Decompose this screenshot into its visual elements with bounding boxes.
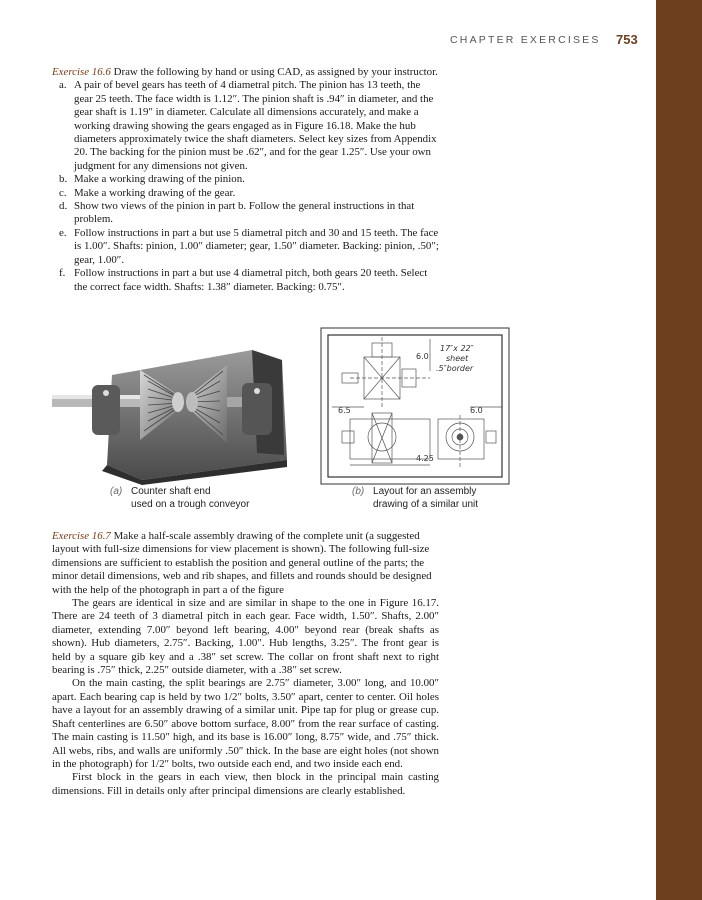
- dim-right: 6.0: [470, 406, 483, 415]
- exercise-16-6-intro: [52, 66, 439, 79]
- list-item: [52, 200, 439, 227]
- part-letter: c.: [59, 186, 67, 199]
- dim-top: 6.0: [416, 352, 429, 361]
- figure-a-caption-line2: used on a trough conveyor: [131, 498, 250, 510]
- part-letter: b.: [59, 173, 68, 186]
- exercise-16-7: [52, 530, 439, 798]
- sheet-note-1: 17″x 22″: [440, 344, 474, 353]
- running-head: CHAPTER EXERCISES: [450, 34, 601, 46]
- paragraph-text: Make a half-scale assembly drawing of the complete unit (a suggested layout with full-size dimensions for view placement is shown). The following full-size dimensions are sufficient to establish the position and general outline of the parts; the minor detail dimensions, web and rib shapes, and fillets and rounds should be designed with the help of the photograph in part a of the figure: [52, 530, 432, 596]
- figure-b-label: (b): [352, 486, 365, 497]
- page-edge-tab: [656, 0, 702, 900]
- list-item: [52, 187, 439, 200]
- sheet-note-3: .5″border: [436, 364, 474, 373]
- bevel-gear-photo: [52, 335, 302, 485]
- part-letter: d.: [59, 200, 68, 213]
- part-text: Follow instructions in part a but use 4 diametral pitch, both gears 20 teeth. Select the correct face width. Shafts: 1.38″ diameter. Backing: 0.75″.: [74, 267, 428, 293]
- exercise-parts-list: [52, 79, 439, 294]
- part-letter: e.: [59, 226, 67, 239]
- assembly-layout-drawing: [320, 327, 510, 485]
- list-item: [52, 227, 439, 267]
- list-item: [52, 267, 439, 294]
- figure-a-caption-line1: Counter shaft end: [131, 486, 211, 497]
- dim-left: 6.5: [338, 406, 351, 415]
- exercise-16-7-paragraph-2: The gears are identical in size and are similar in shape to the one in Figure 16.17. There are 24 teeth of 3 diametral pitch in each gear. Face width, 1.50″. Shafts, 2.00″ diameter, extending 7.00″ beyond left bearing, 4.00″ beyond rear (break shafts as shown). Hub diameters, 2.75″. Backing, 1.00″. Hub lengths, 3.25″. The front gear is held by a square gib key and a .38″ set screw. The collar on front shaft next to right bearing is .75″ thick, 2.25″ outside diameter, with a .38″ set screw.: [52, 597, 439, 677]
- figure-b-caption-line2: drawing of a similar unit: [373, 498, 479, 510]
- figure-a-label: (a): [110, 486, 123, 497]
- part-text: Make a working drawing of the pinion.: [74, 173, 245, 186]
- part-letter: f.: [59, 267, 66, 280]
- exercise-label: Exercise 16.6: [52, 66, 111, 78]
- part-text: A pair of bevel gears has teeth of 4 diametral pitch. The pinion has 13 teeth, the gear 25 teeth. The face width is 1.12″. The pinion shaft is .94″ in diameter, and the gear shaft is 1.19″ in diameter. Calculate all dimensions accurately, and make a working drawing showing the gears engaged as in Figure 16.18. Make the hub diameters approximately twice the shaft diameters. Select key sizes from Appendix 20. The backing for the pinion must be .62″, and for the gear 1.25″. Use your own judgment for any dimensions not given.: [74, 79, 437, 172]
- figure-b-caption-line1: Layout for an assembly: [373, 486, 477, 497]
- exercise-16-6: [52, 66, 439, 294]
- exercise-label: Exercise 16.7: [52, 530, 111, 542]
- exercise-intro-text: Draw the following by hand or using CAD, as assigned by your instructor.: [113, 66, 438, 78]
- list-item: [52, 79, 439, 173]
- sheet-note-2: sheet: [446, 354, 469, 363]
- figure-a-caption: [110, 486, 249, 511]
- page-number: 753: [616, 32, 638, 47]
- dim-bottom: 4.25: [416, 454, 434, 463]
- part-text: Make a working drawing of the gear.: [74, 186, 236, 199]
- list-item: [52, 173, 439, 186]
- part-text: Show two views of the pinion in part b. Follow the general instructions in that problem.: [74, 200, 415, 226]
- exercise-16-7-paragraph-4: First block in the gears in each view, then block in the principal main casting dimensions. Fill in details only after principal dimensions are clearly established.: [52, 771, 439, 797]
- exercise-16-7-paragraph-1: [52, 530, 439, 597]
- figure-b-caption: [352, 486, 478, 511]
- exercise-16-7-paragraph-3: On the main casting, the split bearings are 2.75″ diameter, 3.00″ long, and 10.00″ apart. Each bearing cap is held by two 1/2″ bolts, 3.50″ apart, center to center. Oil holes have a layout for an assembly drawing of a similar unit. Pipe tap for plug or grease cup. Shaft centerlines are 6.50″ above bottom surface, 8.00″ from the rear surface of casting. The main casting is 11.50″ high, and its base is 16.00″ long, 8.75″ wide, and .75″ thick. All webs, ribs, and walls are uniformly .50″ thick. In the base are eight holes (not shown in the photograph) for 1/2″ bolts, two outside each end, and two inside each end.: [52, 677, 439, 770]
- part-text: Follow instructions in part a but use 5 diametral pitch and 30 and 15 teeth. The face is 1.00″. Shafts: pinion, 1.00″ diameter; gear, 1.50″ diameter. Backing: pinion, .50″; gear, 1.00″.: [74, 226, 439, 266]
- part-letter: a.: [59, 79, 67, 92]
